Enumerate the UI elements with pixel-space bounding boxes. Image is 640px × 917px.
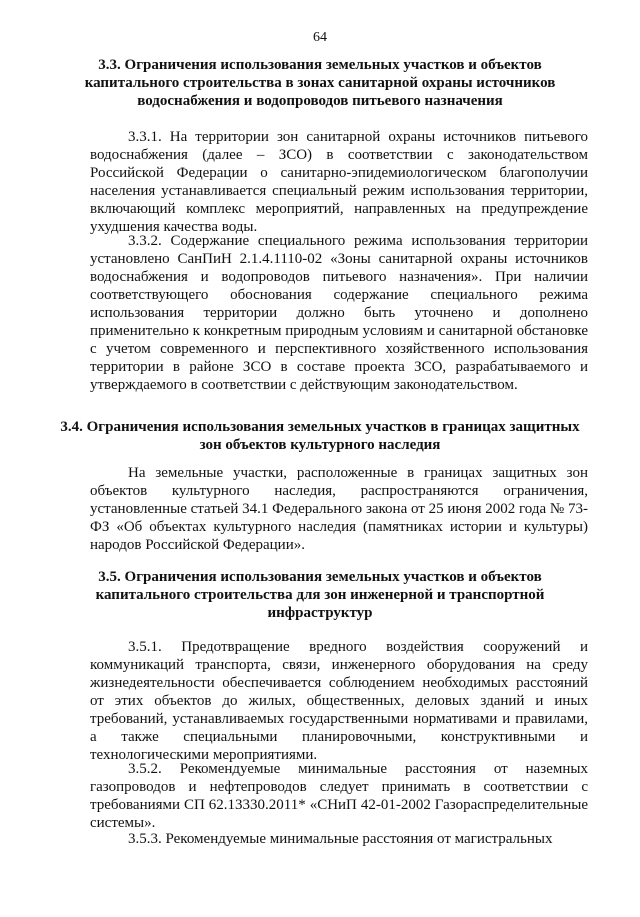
section-heading-3-5: 3.5. Ограничения использования земельных участков и объектов капитального строительства для зон инженерной и транспортной инфраструктур — [95, 569, 545, 621]
paragraph-3-5-1: 3.5.1. Предотвращение вредного воздействия сооружений и коммуникаций транспорта, связи, инженерного оборудования на среду жизнедеятельности обеспечивается соблюдением необходимых расстояний от этих объектов до жилых, общественных, деловых зданий и иных требований, устанавливаемых государственными нормативами и правилами, а также специальными планировочными, конструктивными и технологическими мероприятиями. — [90, 639, 588, 763]
paragraph-3-4: На земельные участки, расположенные в границах защитных зон объектов культурного наследия, распространяются ограничения, установленные статьей 34.1 Федерального закона от 25 июня 2002 года № 73-ФЗ «Об объектах культурного наследия (памятниках истории и культуры) народов Российской Федерации». — [90, 465, 588, 553]
section-heading-3-3: 3.3. Ограничения использования земельных участков и объектов капитального строительства в зонах санитарной охраны источников водоснабжения и водопроводов питьевого назначения — [84, 57, 556, 109]
paragraph-3-5-3: 3.5.3. Рекомендуемые минимальные расстояния от магистральных — [128, 831, 553, 847]
paragraph-3-3-1: 3.3.1. На территории зон санитарной охраны источников питьевого водоснабжения (далее – ЗСО) в соответствии с законодательством Российской Федерации о санитарно-эпидемиологическом благополучии населения устанавливается специальный режим использования территории, включающий комплекс мероприятий, направленных на предупреждение ухудшения качества воды. — [90, 129, 588, 235]
section-heading-3-4: 3.4. Ограничения использования земельных участков в границах защитных зон объектов культурного наследия — [60, 419, 580, 453]
page-number: 64 — [313, 30, 327, 45]
paragraph-3-3-2: 3.3.2. Содержание специального режима использования территории установлено СанПиН 2.1.4.1110-02 «Зоны санитарной охраны источников водоснабжения и водопроводов питьевого назначения». При наличии соответствующего обоснования содержание специального режима использования территории должно быть уточнено и дополнено применительно к конкретным природным условиям и санитарной обстановке с учетом современного и перспективного хозяйственного использования территории в районе ЗСО в составе проекта ЗСО, разрабатываемого и утверждаемого в соответствии с действующим законодательством. — [90, 233, 588, 393]
paragraph-3-5-2: 3.5.2. Рекомендуемые минимальные расстояния от наземных газопроводов и нефтепроводов следует принимать в соответствии с требованиями СП 62.13330.2011* «СНиП 42-01-2002 Газораспределительные системы». — [90, 761, 588, 831]
